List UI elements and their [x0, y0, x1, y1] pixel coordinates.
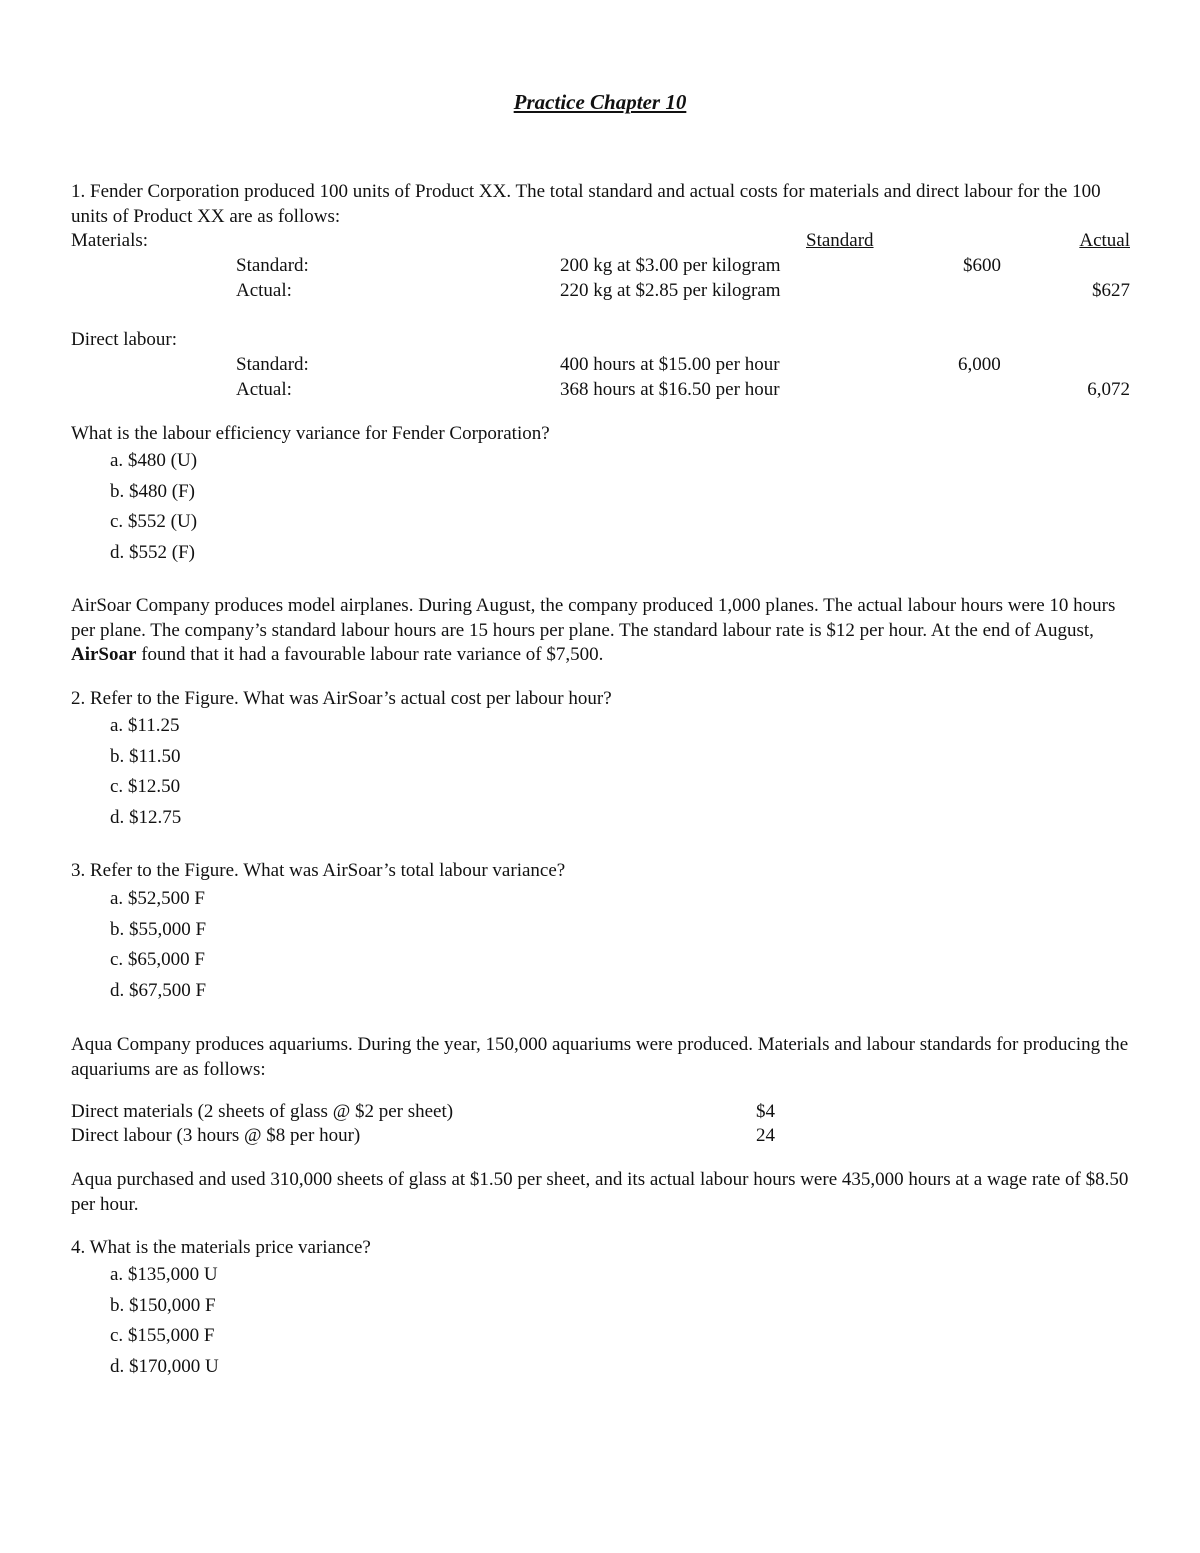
materials-label: Materials: — [71, 230, 149, 251]
q1-col-actual: Actual — [1079, 230, 1130, 251]
q1-option-d: d. $552 (F) — [110, 542, 195, 563]
lab-actual-desc: 368 hours at $16.50 per hour — [560, 379, 780, 400]
mat-actual-value: $627 — [1092, 280, 1130, 301]
q1-option-c: c. $552 (U) — [110, 511, 198, 532]
q1-option-b: b. $480 (F) — [110, 481, 195, 502]
q4-question: 4. What is the materials price variance? — [71, 1237, 371, 1258]
q2-option-a: a. $11.25 — [110, 715, 180, 736]
q2-option-d: d. $12.75 — [110, 807, 182, 828]
q1-question: What is the labour efficiency variance for Fender Corporation? — [71, 423, 550, 444]
q3-question: 3. Refer to the Figure. What was AirSoar’s total labour variance? — [71, 860, 566, 881]
mat-actual-desc: 220 kg at $2.85 per kilogram — [560, 280, 781, 301]
q1-intro: 1. Fender Corporation produced 100 units of Product XX. The total standard and actual costs for materials and direct labour for the 100 units of Product XX are as follows: — [71, 181, 1101, 227]
lab-standard-value: 6,000 — [958, 354, 1001, 375]
aqua-row1-value: $4 — [756, 1101, 775, 1122]
aqua-row2-value: 24 — [756, 1125, 775, 1146]
page-title: Practice Chapter 10 — [513, 90, 687, 114]
airsoar-bold-name: AirSoar — [71, 644, 137, 665]
airsoar-scenario — [71, 594, 1131, 668]
lab-actual-value: 6,072 — [1087, 379, 1130, 400]
q3-option-a: a. $52,500 F — [110, 888, 205, 909]
q2-question: 2. Refer to the Figure. What was AirSoar’s actual cost per labour hour? — [71, 688, 612, 709]
mat-actual-label: Actual: — [236, 280, 292, 301]
mat-standard-label: Standard: — [236, 255, 309, 276]
q1-option-a: a. $480 (U) — [110, 450, 198, 471]
q4-option-a: a. $135,000 U — [110, 1264, 218, 1285]
airsoar-text-before: AirSoar Company produces model airplanes. During August, the company produced 1,000 planes. The actual labour hours were 10 hours per plane. The company’s standard labour hours are 15 hours per plane. The standard labour rate is $12 per hour. At the end of August, — [71, 595, 1116, 641]
aqua-row2-label: Direct labour (3 hours @ $8 per hour) — [71, 1125, 361, 1146]
q1-col-standard: Standard — [806, 230, 874, 251]
lab-standard-desc: 400 hours at $15.00 per hour — [560, 354, 780, 375]
lab-standard-label: Standard: — [236, 354, 309, 375]
lab-actual-label: Actual: — [236, 379, 292, 400]
labour-label: Direct labour: — [71, 329, 178, 350]
q3-option-c: c. $65,000 F — [110, 949, 205, 970]
q2-option-b: b. $11.50 — [110, 746, 181, 767]
q4-option-d: d. $170,000 U — [110, 1356, 219, 1377]
q4-option-b: b. $150,000 F — [110, 1295, 216, 1316]
aqua-actuals: Aqua purchased and used 310,000 sheets of glass at $1.50 per sheet, and its actual labour hours were 435,000 hours at a wage rate of $8.50 per hour. — [71, 1169, 1129, 1215]
mat-standard-desc: 200 kg at $3.00 per kilogram — [560, 255, 781, 276]
q2-option-c: c. $12.50 — [110, 776, 181, 797]
q4-option-c: c. $155,000 F — [110, 1325, 215, 1346]
aqua-intro: Aqua Company produces aquariums. During the year, 150,000 aquariums were produced. Materials and labour standards for producing the aquariums are as follows: — [71, 1034, 1129, 1080]
q3-option-d: d. $67,500 F — [110, 980, 207, 1001]
q3-option-b: b. $55,000 F — [110, 919, 207, 940]
airsoar-text-after: found that it had a favourable labour rate variance of $7,500. — [136, 644, 604, 665]
aqua-row1-label: Direct materials (2 sheets of glass @ $2 per sheet) — [71, 1101, 454, 1122]
mat-standard-value: $600 — [963, 255, 1001, 276]
